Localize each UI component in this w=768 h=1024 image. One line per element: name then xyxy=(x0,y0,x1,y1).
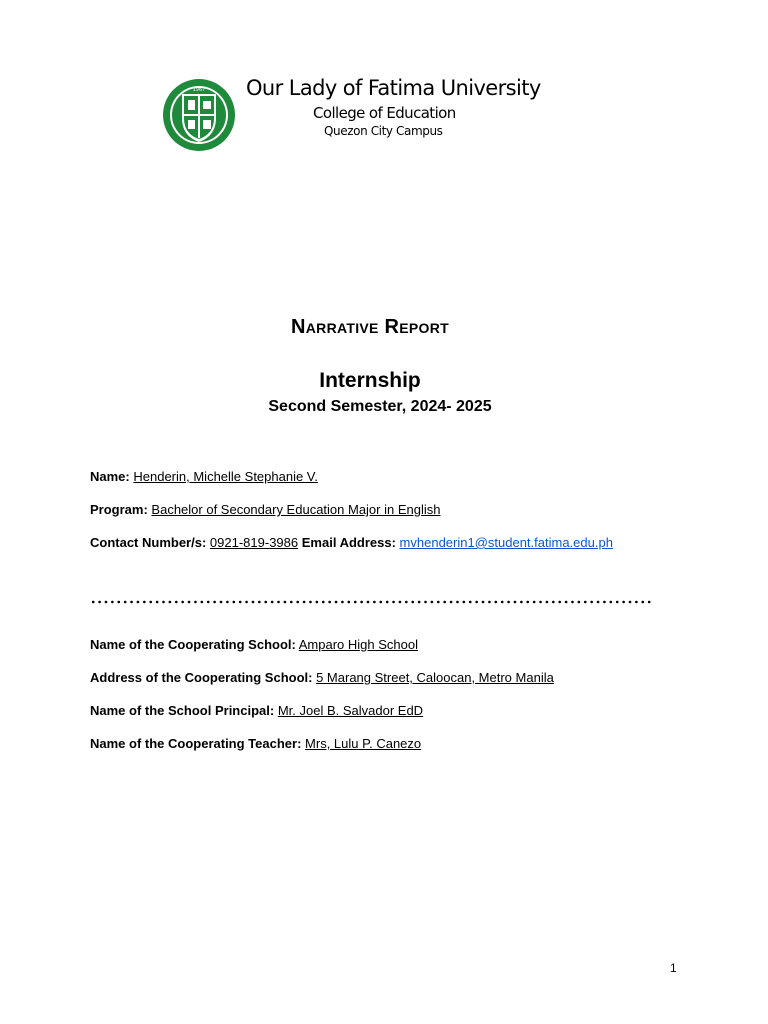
coop-teacher-label: Name of the Cooperating Teacher: xyxy=(90,736,302,751)
principal-value: Mr. Joel B. Salvador EdD xyxy=(277,703,424,718)
semester-line: Second Semester, 2024- 2025 xyxy=(268,398,492,415)
school-address-label: Address of the Cooperating School: xyxy=(90,670,313,685)
name-value: Henderin, Michelle Stephanie V. xyxy=(133,469,318,484)
principal-label: Name of the School Principal: xyxy=(90,703,275,718)
dotted-divider xyxy=(90,600,652,604)
seal-year: 1967 xyxy=(192,87,206,93)
email-label: Email Address: xyxy=(301,535,396,550)
campus-name: Quezon City Campus xyxy=(324,124,443,138)
contact-line xyxy=(90,535,613,550)
program-label: Program: xyxy=(90,502,148,517)
name-label: Name: xyxy=(90,469,130,484)
email-link[interactable]: mvhenderin1@student.fatima.edu.ph xyxy=(399,535,613,550)
header-block xyxy=(246,74,546,139)
coop-teacher-line xyxy=(90,736,421,751)
student-name-line xyxy=(90,469,318,484)
program-value: Bachelor of Secondary Education Major in English xyxy=(151,502,441,517)
principal-line xyxy=(90,703,423,718)
contact-label: Contact Number/s: xyxy=(90,535,207,550)
school-address-line xyxy=(90,670,554,685)
coop-school-value: Amparo High School xyxy=(298,637,418,652)
report-title: Narrative Report xyxy=(291,316,449,338)
school-address-value: 5 Marang Street, Caloocan, Metro Manila xyxy=(316,670,554,685)
report-subtitle: Internship xyxy=(319,369,421,392)
university-name: Our Lady of Fatima University xyxy=(246,76,541,100)
contact-value: 0921-819-3986 xyxy=(209,535,299,550)
page-number: 1 xyxy=(670,961,677,975)
university-seal-icon xyxy=(157,78,241,152)
program-line xyxy=(90,502,440,517)
coop-school-label: Name of the Cooperating School: xyxy=(90,637,296,652)
college-name: College of Education xyxy=(313,104,456,122)
coop-teacher-value: Mrs, Lulu P. Canezo xyxy=(305,736,422,751)
coop-school-line xyxy=(90,637,418,652)
